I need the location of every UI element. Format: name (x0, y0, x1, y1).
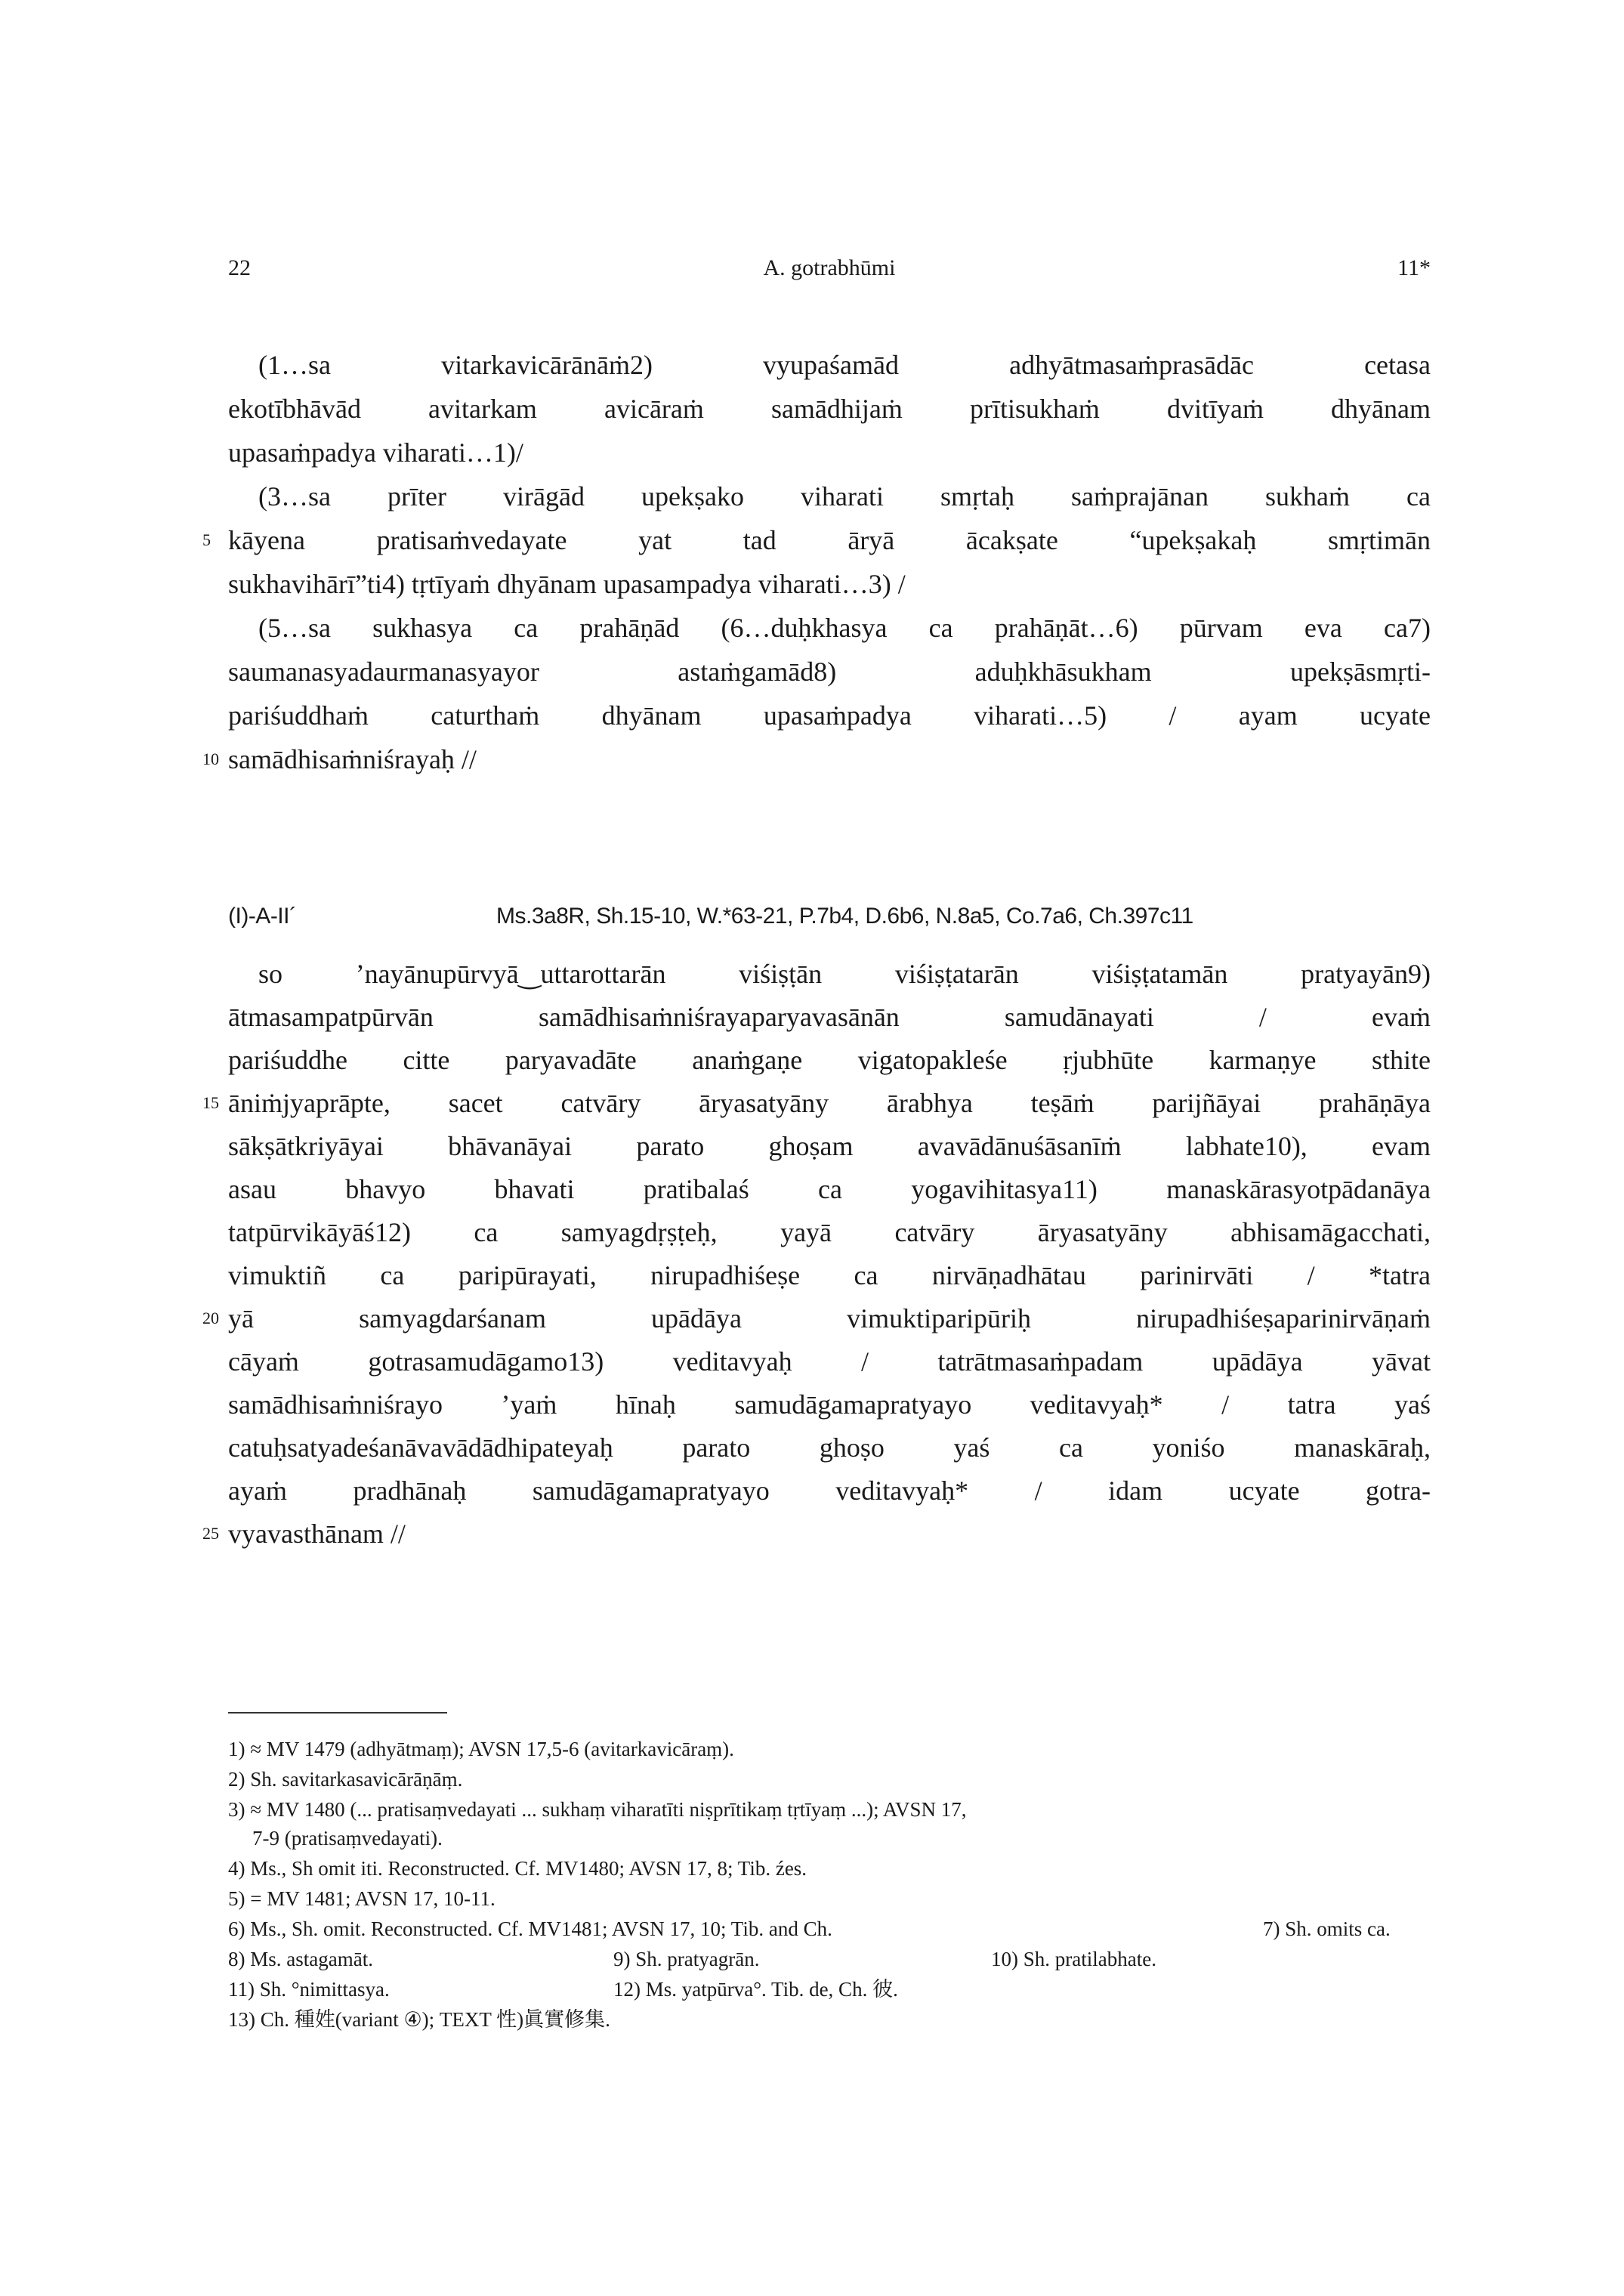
footnote: 11) Sh. °nimittasya. (228, 1978, 390, 2001)
section-reference: 11* (1397, 255, 1431, 280)
running-title: A. gotrabhūmi (763, 255, 896, 280)
line-number: 15 (202, 1093, 219, 1112)
text-line: yā samyagdarśanam upādāya vimuktiparipūriḥ nirupadhiśeṣaparinirvāṇaṁ (228, 1303, 1431, 1333)
manuscript-references: Ms.3a8R, Sh.15-10, W.*63-21, P.7b4, D.6b6, N.8a5, Co.7a6, Ch.397c11 (496, 904, 1193, 929)
page-number: 22 (228, 255, 251, 280)
text-line: ayaṁ pradhānaḥ samudāgamapratyayo veditavyaḥ* / idam ucyate gotra- (228, 1476, 1431, 1506)
text-line: tatpūrvikāyāś12) ca samyagdṛṣṭeḥ, yayā catvāry āryasatyāny abhisamāgacchati, (228, 1217, 1431, 1247)
footnote-row (228, 1945, 1431, 1973)
text-line: saumanasyadaurmanasyayor astaṁgamād8) aduḥkhāsukham upekṣāsmṛti- (228, 657, 1431, 687)
footnote: 2) Sh. savitarkasavicārāṇāṃ. (228, 1768, 463, 1791)
line-number: 20 (202, 1309, 219, 1327)
footnote: 13) Ch. 種姓(variant ④); TEXT 性)眞實修集. (228, 2008, 610, 2031)
running-header (228, 255, 1431, 293)
line-number: 10 (202, 749, 219, 768)
footnote: 4) Ms., Sh omit iti. Reconstructed. Cf. MV1480; AVSN 17, 8; Tib. źes. (228, 1857, 807, 1880)
text-line: ātmasampatpūrvān samādhisaṁniśrayaparyavasānān samudānayati / evaṁ (228, 1002, 1431, 1032)
text-line: vyavasthānam // (228, 1519, 406, 1549)
footnote-rule (228, 1712, 447, 1714)
text-line: (1…sa vitarkavicārānāṁ2) vyupaśamād adhyātmasaṁprasādāc cetasa (258, 350, 1431, 380)
footnote: 12) Ms. yatpūrva°. Tib. de, Ch. 彼. (613, 1978, 898, 2001)
text-line: sākṣātkriyāyai bhāvanāyai parato ghoṣam avavādānuśāsanīṁ labhate10), evam (228, 1131, 1431, 1161)
footnote-row (228, 1914, 1431, 1943)
footnote: 7) Sh. omits ca. (1263, 1917, 1391, 1940)
section-heading (228, 904, 1431, 941)
text-line: āniṁjyaprāpte, sacet catvāry āryasatyāny ārabhya teṣāṁ parijñāyai prahāṇāya (228, 1088, 1431, 1118)
line-number: 25 (202, 1524, 219, 1543)
line-number: 5 (202, 530, 211, 549)
text-line: vimuktiñ ca paripūrayati, nirupadhiśeṣe ca nirvāṇadhātau parinirvāti / *tatra (228, 1260, 1431, 1290)
text-line: sukhavihārī”ti4) tṛtīyaṁ dhyānam upasampadya viharati…3) / (228, 569, 906, 599)
footnote: 8) Ms. astagamāt. (228, 1948, 373, 1970)
text-line: so ’nayānupūrvyā‿uttarottarān viśiṣṭān viśiṣṭatarān viśiṣṭatamān pratyayān9) (258, 959, 1431, 989)
footnote-continuation: 7-9 (pratisaṃvedayati). (252, 1827, 443, 1849)
text-line: asau bhavyo bhavati pratibalaś ca yogavihitasya11) manaskārasyotpādanāya (228, 1174, 1431, 1204)
text-line: (5…sa sukhasya ca prahāṇād (6…duḥkhasya ca prahāṇāt…6) pūrvam eva ca7) (258, 613, 1431, 643)
text-line: samādhisaṁniśrayaḥ // (228, 744, 477, 774)
footnote: 6) Ms., Sh. omit. Reconstructed. Cf. MV1481; AVSN 17, 10; Tib. and Ch. (228, 1917, 832, 1940)
text-line: (3…sa prīter virāgād upekṣako viharati smṛtaḥ saṁprajānan sukhaṁ ca (258, 481, 1431, 511)
text-line: pariśuddhe citte paryavadāte anaṁgaṇe vigatopakleśe ṛjubhūte karmaṇye sthite (228, 1045, 1431, 1075)
text-line: kāyena pratisaṁvedayate yat tad āryā ācakṣate “upekṣakaḥ smṛtimān (228, 525, 1431, 555)
text-line: pariśuddhaṁ caturthaṁ dhyānam upasaṁpadya viharati…5) / ayam ucyate (228, 700, 1431, 731)
section-id: (I)-A-II´ (228, 904, 297, 929)
footnote: 9) Sh. pratyagrān. (613, 1948, 760, 1970)
text-line: catuḥsatyadeśanāvavādādhipateyaḥ parato ghoṣo yaś ca yoniśo manaskāraḥ, (228, 1432, 1431, 1463)
text-line: cāyaṁ gotrasamudāgamo13) veditavyaḥ / tatrātmasaṁpadam upādāya yāvat (228, 1346, 1431, 1377)
footnote: 3) ≈ MV 1480 (... pratisaṃvedayati ... sukhaṃ viharatīti niṣprītikaṃ tṛtīyaṃ ...); AVSN 17, (228, 1798, 967, 1821)
footnote: 5) = MV 1481; AVSN 17, 10-11. (228, 1887, 496, 1910)
text-line: samādhisaṁniśrayo ’yaṁ hīnaḥ samudāgamapratyayo veditavyaḥ* / tatra yaś (228, 1389, 1431, 1420)
footnote-row (228, 1975, 1431, 2004)
text-line: ekotībhāvād avitarkam avicāraṁ samādhijaṁ prītisukhaṁ dvitīyaṁ dhyānam (228, 394, 1431, 424)
text-line: upasaṁpadya viharati…1)/ (228, 437, 523, 468)
footnote: 1) ≈ MV 1479 (adhyātmaṃ); AVSN 17,5-6 (avitarkavicāraṃ). (228, 1738, 734, 1760)
footnote: 10) Sh. pratilabhate. (991, 1948, 1156, 1970)
